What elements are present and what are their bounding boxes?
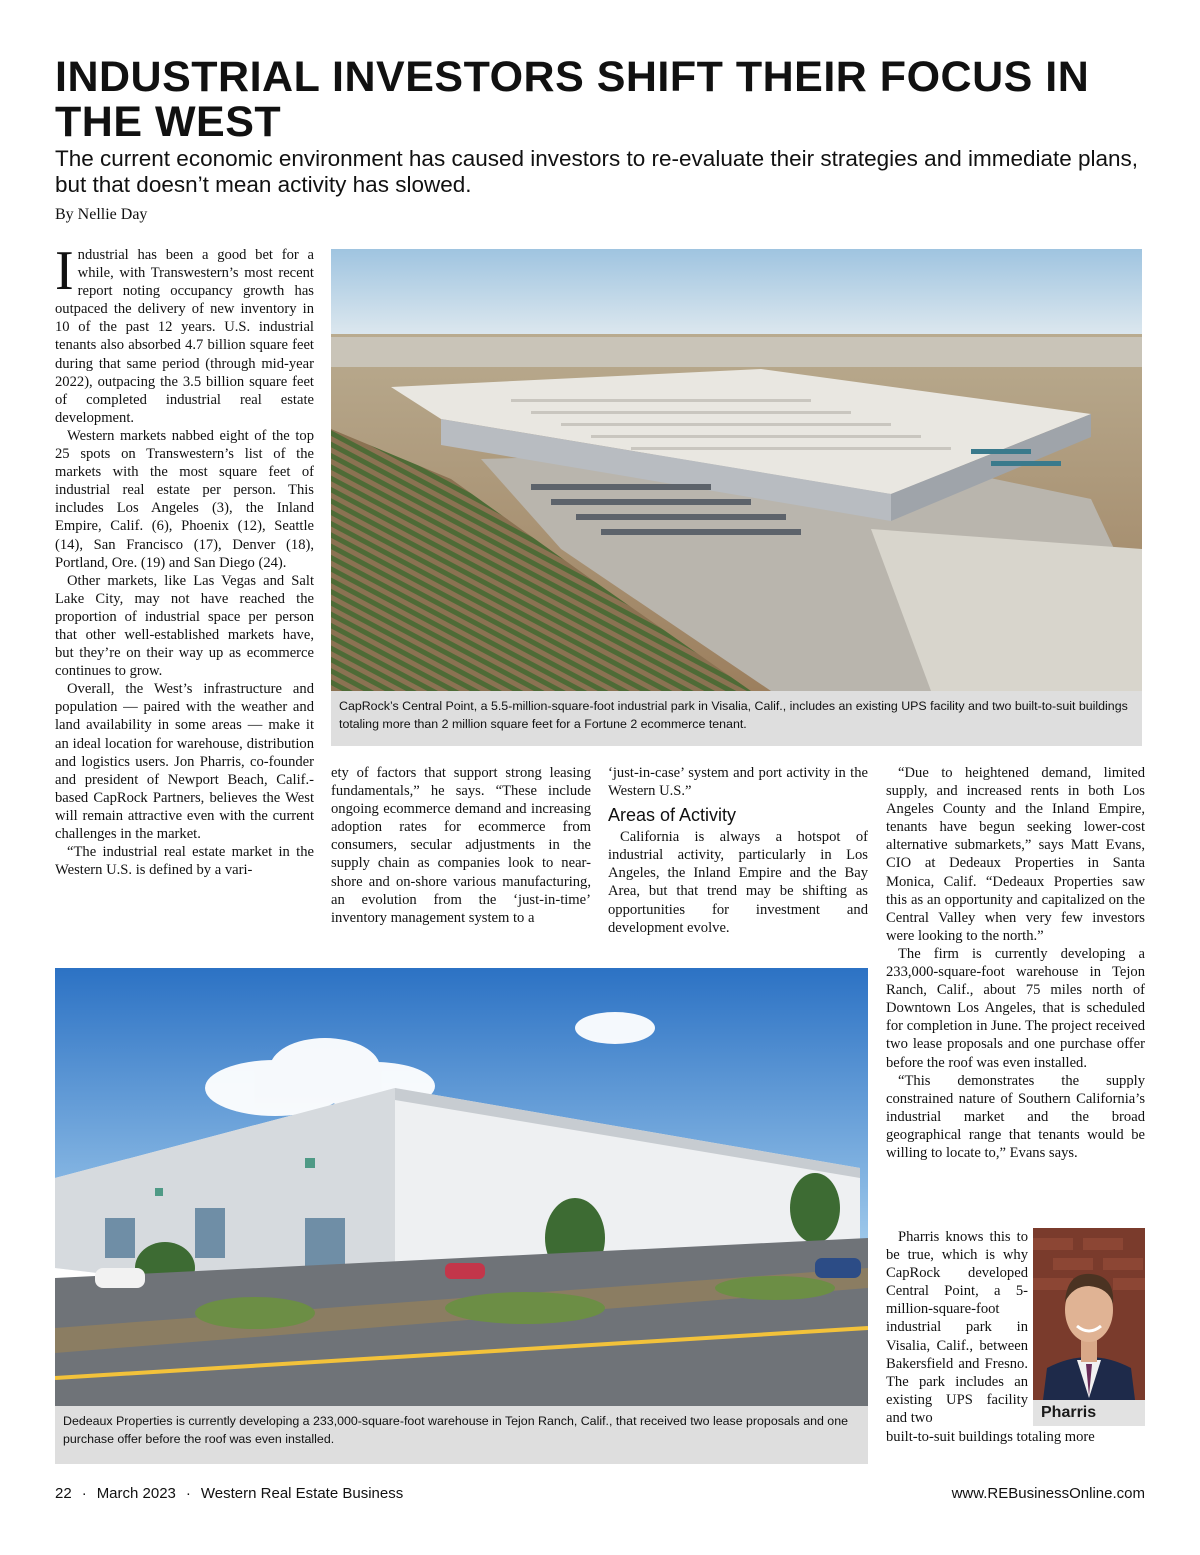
article-paragraph: Overall, the West’s infrastructure and population — paired with the weather and land availability in some areas — make it an ideal location for warehouse, distribution and logistics users. Jon Pharris, co-founder and president of Newport Beach, Calif.-based CapRock Partners, believes the West will remain attractive even with the current challenges in the market. [55, 681, 314, 842]
warehouse-rendering-illustration [55, 968, 868, 1406]
pharris-headshot-photo [1033, 1228, 1145, 1400]
footer-separator: · [185, 1485, 191, 1502]
footer-left [55, 1485, 403, 1502]
article-column-4 [886, 764, 1145, 1162]
deck-subtitle: The current economic environment has caused investors to re-evaluate their strategies and immediate plans, but that doesn’t mean activity has slowed. [55, 146, 1139, 197]
article-paragraph: California is always a hotspot of industrial activity, particularly in Los Angeles, the Inland Empire and the Bay Area, but that trend may be shifting as opportunities for investment and development evolve. [608, 829, 868, 936]
article-paragraph: “The industrial real estate market in the Western U.S. is defined by a vari- [55, 844, 314, 879]
article-paragraph: “Due to heightened demand, limited supply, and increased rents in both Los Angeles County and the Inland Empire, tenants have begun seeking lower-cost alternative submarkets,” says Matt Evans, CIO at Dedeaux Properties in Santa Monica, Calif. “Dedeaux Properties saw this as an opportunity and capitalized on the Central Valley when very few investors were looking to the north.” [886, 765, 1145, 944]
article-paragraph: Industrial has been a good bet for a while, with Transwestern’s most recent report noting occupancy growth has outpaced the delivery of new inventory in 10 of the past 12 years. U.S. industrial tenants also absorbed 4.7 billion square feet during that same period (through mid-year 2022), outpacing the 3.5 billion square feet of completed industrial real estate development. [55, 240, 314, 426]
article-paragraph: ety of factors that support strong leasing fundamentals,” he says. “These include ongoing ecommerce demand and increasing adoption rates for ecommerce from consumers, secular adjustments in the supply chain as companies look to near-shore and on-shore various manufacturing, an evolution from the ‘just-in-time’ inventory management system to a [331, 765, 591, 926]
drop-cap: I [55, 240, 74, 302]
article-paragraph: ‘just-in-case’ system and port activity in the Western U.S.” [608, 765, 868, 800]
aerial-photo-illustration [331, 249, 1142, 691]
article-paragraph: Pharris knows this to be true, which is why CapRock developed Central Point, a 5-million-square-foot industrial park in Visalia, Calif., between Bakersfield and Fresno. The park includes an existing UPS facility and two [886, 1229, 1028, 1426]
page-number: 22 [55, 1485, 72, 1502]
article-paragraph: Other markets, like Las Vegas and Salt Lake City, may not have reached the proportion of industrial space per person that other well-established markets have, but they’re on their way up as ecommerce continues to grow. [55, 572, 314, 680]
publication-name: Western Real Estate Business [200, 1485, 404, 1502]
headshot-illustration [1033, 1228, 1145, 1400]
warehouse-rendering-photo [55, 968, 868, 1406]
article-column-2 [331, 764, 591, 927]
article-paragraph: built-to-suit buildings totaling more [886, 1429, 1095, 1445]
article-paragraph: “This demonstrates the supply constrained nature of Southern California’s industrial market and the broad geographical range that tenants would be willing to locate to,” Evans says. [886, 1072, 1145, 1161]
aerial-industrial-park-photo [331, 249, 1142, 691]
footer-separator: · [81, 1485, 87, 1502]
article-column-1 [55, 240, 314, 879]
top-photo-caption: CapRock’s Central Point, a 5.5-million-square-foot industrial park in Visalia, Calif., includes an existing UPS facility and two built-to-suit buildings totaling more than 2 million square feet for a Fortune 2 ecommerce tenant. [331, 691, 1142, 746]
article-column-3 [608, 764, 868, 937]
publication-url[interactable]: www.REBusinessOnline.com [951, 1485, 1145, 1502]
headline: INDUSTRIAL INVESTORS SHIFT THEIR FOCUS IN THE WEST [55, 53, 1090, 146]
article-paragraph: The firm is currently developing a 233,000-square-foot warehouse in Tejon Ranch, Calif., about 75 miles north of Downtown Los Angeles, that is scheduled for completion in June. The project received two lease proposals and one purchase offer before the roof was even installed. [886, 945, 1145, 1071]
article-column-4-tail [886, 1428, 1145, 1446]
headshot-caption: Pharris [1033, 1400, 1145, 1426]
bottom-photo-caption: Dedeaux Properties is currently developing a 233,000-square-foot warehouse in Tejon Ranch, Calif., that received two lease proposals and one purchase offer before the roof was even installed. [55, 1406, 868, 1464]
article-paragraph: Western markets nabbed eight of the top 25 spots on Transwestern’s list of the markets with the most square feet of industrial real estate per person. This includes Los Angeles (3), the Inland Empire, Calif. (6), Phoenix (12), Seattle (14), San Francisco (17), Denver (18), Portland, Ore. (19) and San Diego (24). [55, 427, 314, 571]
byline: By Nellie Day [55, 206, 148, 223]
issue-date: March 2023 [96, 1485, 176, 1502]
article-column-4-narrow [886, 1228, 1028, 1427]
subhead-areas-of-activity: Areas of Activity [608, 805, 737, 826]
